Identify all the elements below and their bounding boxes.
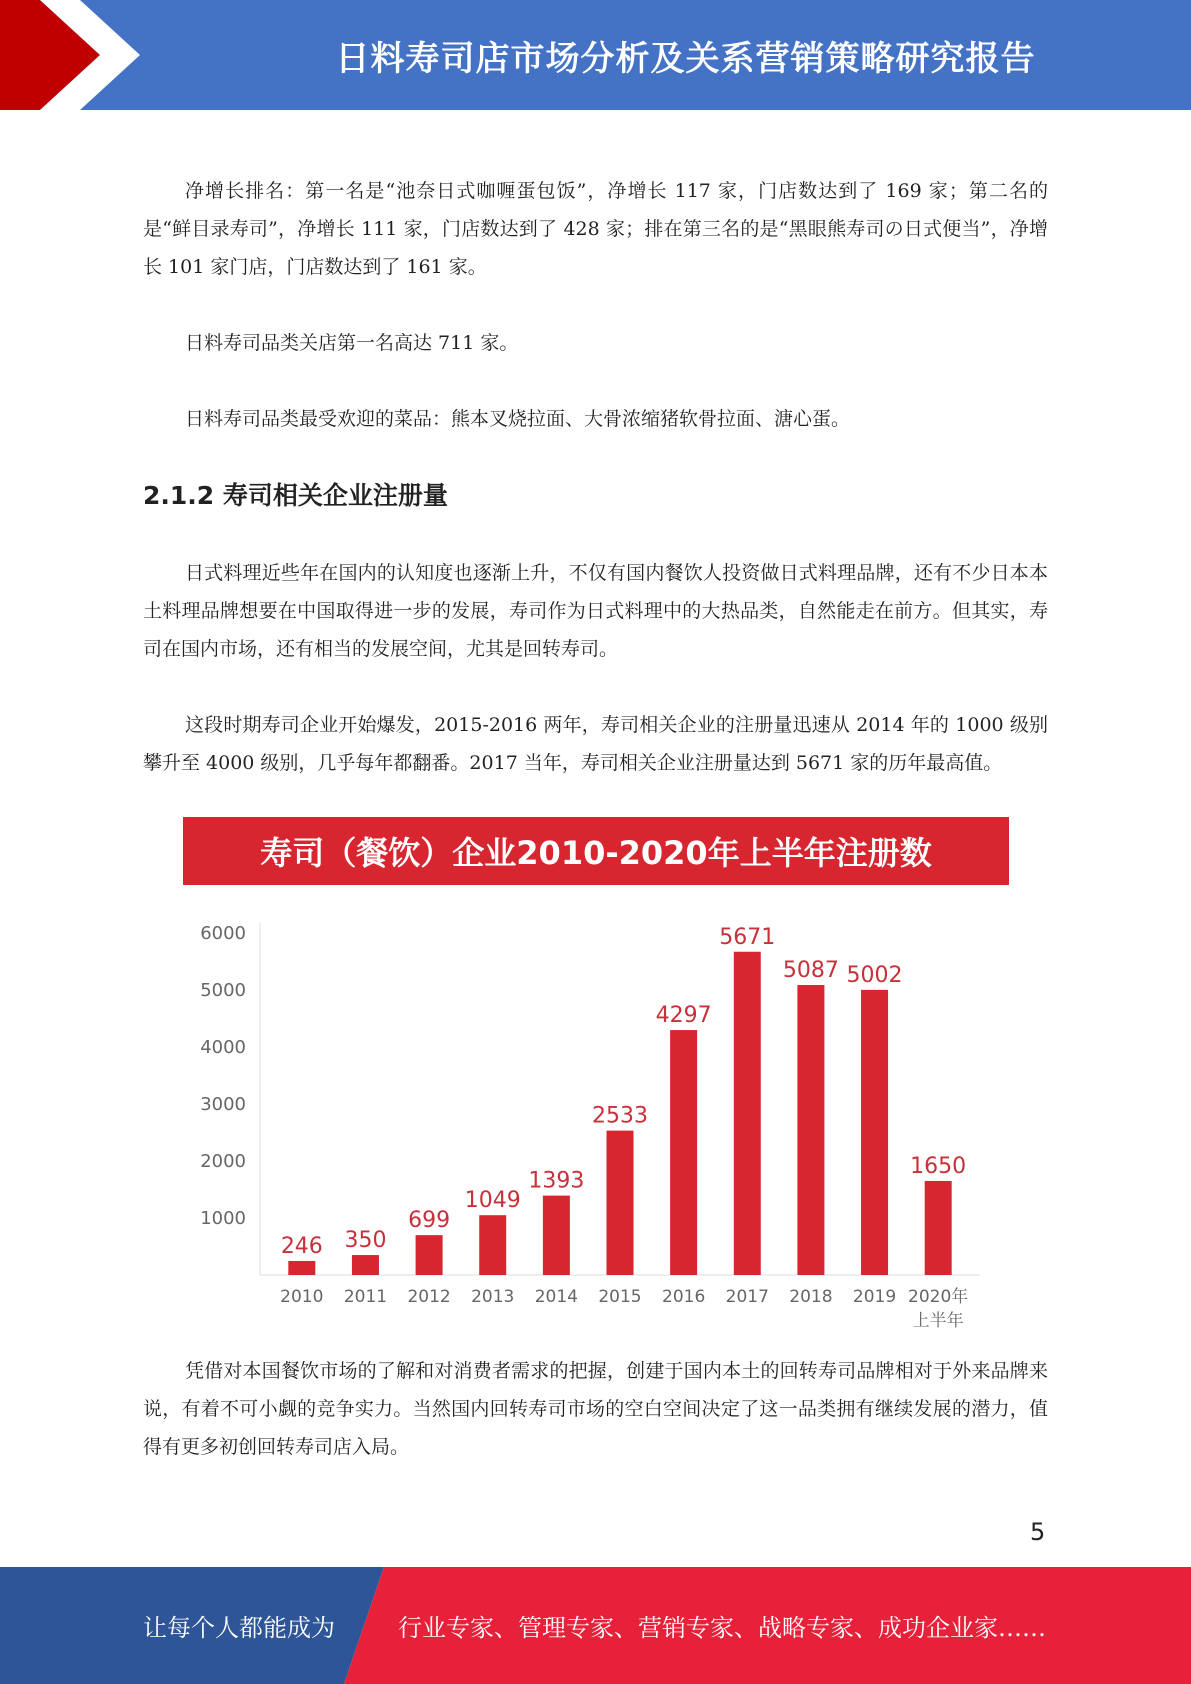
bar-value-label: 1393 [528,1168,585,1194]
chart-plot [180,815,1012,1340]
y-tick-label: 2000 [200,1151,246,1172]
x-tick-label: 2017 [725,1287,769,1307]
page-number: 5 [1030,1518,1046,1546]
main-content [143,172,1048,782]
bar-value-label: 699 [408,1208,451,1234]
bar-value-label: 4297 [655,1003,712,1029]
bar-2020年上半年 [925,1181,952,1275]
bar-value-label: 1049 [464,1188,521,1214]
paragraph-net-growth: 净增长排名：第一名是“池奈日式咖喱蛋包饭”，净增长 117 家，门店数达到了 169 家；第二名的是“鲜目录寿司”，净增长 111 家，门店数达到了 428 家；排在第三名的是“黑眼熊寿司の日式便当”，净增长 101 家门店，门店数达到了 161 家。 [143,180,1048,278]
x-tick-label: 2015 [598,1287,642,1307]
paragraph-popular-dishes: 日料寿司品类最受欢迎的菜品：熊本叉烧拉面、大骨浓缩猪软骨拉面、溏心蛋。 [185,408,851,430]
bar-2019 [861,990,888,1275]
bar-2010 [288,1261,315,1275]
header-title: 日料寿司店市场分析及关系营销策略研究报告 [335,38,1036,79]
footer-slogan-right: 行业专家、管理专家、营销专家、战略专家、成功企业家…… [398,1614,1046,1642]
bar-value-label: 5002 [846,962,903,988]
bar-2013 [479,1215,506,1275]
page-header [0,0,1191,110]
x-tick-label: 2010 [280,1287,324,1307]
bar-value-label: 2533 [592,1103,648,1129]
x-tick-label: 2014 [534,1287,578,1307]
bar-value-label: 246 [280,1233,323,1259]
bar-2012 [416,1235,443,1275]
bar-value-label: 1650 [910,1153,967,1179]
bar-2016 [670,1030,697,1275]
x-tick-label: 2013 [471,1287,515,1307]
bar-2015 [607,1131,634,1275]
registration-bar-chart [180,815,1012,1340]
bar-value-label: 5671 [719,924,776,950]
paragraph-japanese-cuisine: 日式料理近些年在国内的认知度也逐渐上升，不仅有国内餐饮人投资做日式料理品牌，还有不少日本本土料理品牌想要在中国取得进一步的发展，寿司作为日式料理中的大热品类，自然能走在前方。但其实，寿司在国内市场，还有相当的发展空间，尤其是回转寿司。 [143,562,1048,660]
x-tick-label: 2011 [343,1287,388,1307]
bar-2014 [543,1196,570,1275]
section-heading: 2.1.2 寿司相关企业注册量 [143,481,448,510]
bar-2011 [352,1255,379,1275]
bar-value-label: 5087 [782,958,839,984]
page-footer [0,1567,1191,1684]
y-tick-label: 3000 [200,1094,246,1115]
y-tick-label: 1000 [200,1208,246,1229]
x-tick-label: 2016 [662,1287,706,1307]
x-tick-label: 2019 [852,1287,897,1307]
closing-content [143,1352,1048,1466]
header-arrow-decoration [0,0,200,110]
x-tick-label: 2012 [407,1287,451,1307]
bar-2018 [797,985,824,1275]
y-tick-label: 6000 [200,923,246,944]
paragraph-domestic-brands: 凭借对本国餐饮市场的了解和对消费者需求的把握，创建于国内本土的回转寿司品牌相对于外来品牌来说，有着不可小觑的竞争实力。当然国内回转寿司市场的空白空间决定了这一品类拥有继续发展的潜力，值得有更多初创回转寿司店入局。 [143,1360,1048,1458]
paragraph-store-closures: 日料寿司品类关店第一名高达 711 家。 [185,332,519,354]
footer-slogan-left: 让每个人都能成为 [143,1614,335,1642]
chart-title: 寿司（餐饮）企业2010-2020年上半年注册数 [183,817,1009,885]
bar-value-label: 350 [344,1228,387,1254]
paragraph-registration-growth: 这段时期寿司企业开始爆发，2015-2016 两年，寿司相关企业的注册量迅速从 2014 年的 1000 级别攀升至 4000 级别，几乎每年都翻番。2017 当年，寿司相关企业注册量达到 5671 家的历年最高值。 [143,714,1048,774]
x-tick-label: 2018 [789,1287,833,1307]
y-tick-label: 4000 [200,1037,246,1058]
y-tick-label: 5000 [200,980,246,1001]
x-tick-label: 2020年上半年 [908,1287,969,1331]
bar-2017 [734,952,761,1275]
